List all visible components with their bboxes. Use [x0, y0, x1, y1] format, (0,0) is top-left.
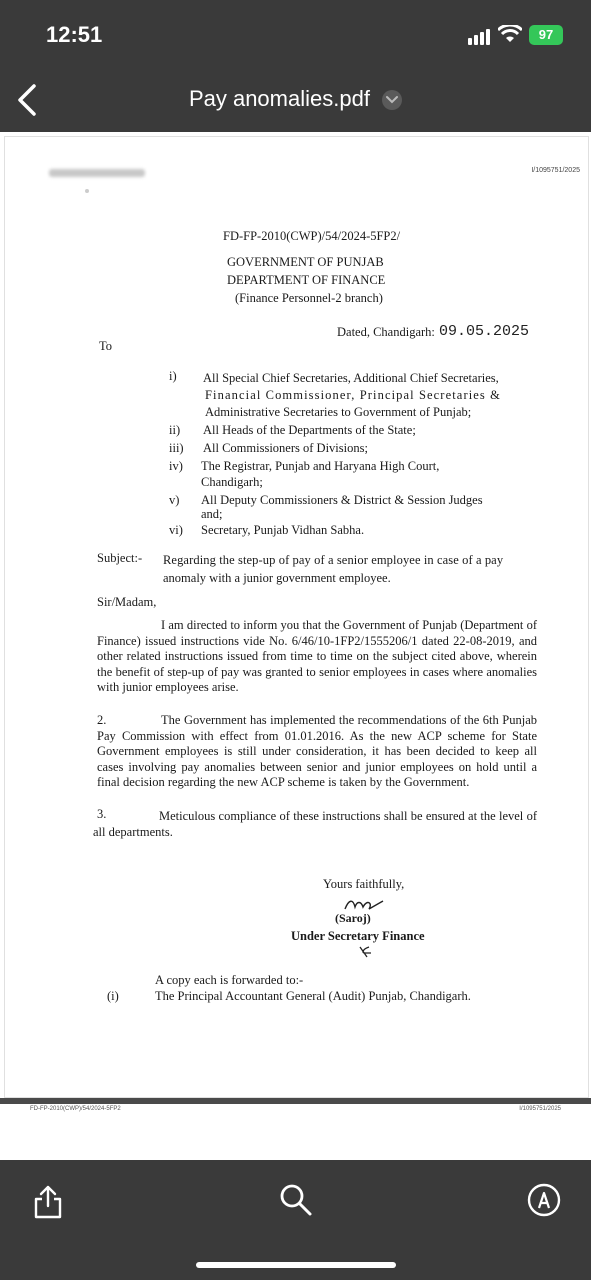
chevron-down-icon[interactable] [382, 90, 402, 110]
battery-indicator [529, 25, 563, 45]
file-number: FD-FP-2010(CWP)/54/2024-5FP2/ [223, 229, 401, 243]
recipient-line: Administrative Secretaries to Government of Punjab; [205, 405, 472, 419]
subject-line: anomaly with a junior government employee. [163, 571, 391, 585]
paragraph-2: The Government has implemented the recommendations of the 6th Punjab Pay Commission with effect from 01.01.2016. As the new ACP scheme for State Government employees is still under consideration, it has been decided to keep all cases involving pay anomalies between senior and junior employees on hold until a final decision regarding the new ACP scheme is taken by the Government. [97, 713, 537, 789]
copy-line: A copy each is forwarded to:- [155, 973, 304, 987]
dept-heading: DEPARTMENT OF FINANCE [227, 273, 386, 287]
wifi-icon [498, 25, 522, 43]
copy-number: (i) [107, 989, 119, 1003]
home-indicator[interactable] [196, 1262, 396, 1268]
document-body [4, 136, 589, 1098]
recipient-line: Financial Commissioner, Principal Secretaries & [205, 388, 501, 402]
cellular-signal-icon [468, 29, 490, 45]
next-page-right-ref: I/1095751/2025 [519, 1106, 561, 1112]
recipient-line: Secretary, Punjab Vidhan Sabha. [201, 523, 365, 537]
document-title-text: Pay anomalies.pdf [188, 86, 370, 111]
paragraph-1: I am directed to inform you that the Government of Punjab (Department of Finance) issued instructions vide No. 6/46/10-1FP2/1555206/1 dated 22-08-2019, and other related instructions issued from time to time on the subject cited above, wherein the benefit of step-up of pay was granted to senior employees in cases where anomalies with junior employees arise. [97, 618, 537, 694]
search-icon[interactable] [278, 1182, 314, 1218]
recipient-num: iii) [169, 441, 184, 455]
subject-label: Subject:- [97, 551, 143, 565]
dated-label: Dated, Chandigarh: [337, 325, 435, 339]
branch-heading: (Finance Personnel-2 branch) [235, 291, 383, 305]
recipient-line: The Registrar, Punjab and Haryana High Court, [201, 459, 440, 473]
recipient-line: and; [201, 507, 223, 521]
recipient-line: All Special Chief Secretaries, Additional Chief Secretaries, [203, 371, 499, 385]
recipient-num: vi) [169, 523, 183, 537]
battery-level: 97 [538, 27, 554, 42]
signer-name: (Saroj) [335, 911, 371, 925]
pdf-page[interactable] [0, 132, 591, 1098]
signer-designation: Under Secretary Finance [291, 929, 425, 943]
next-page-left-ref: FD-FP-2010(CWP)/54/2024-5FP2 [30, 1106, 121, 1112]
copy-recipient: The Principal Accountant General (Audit) Punjab, Chandigarh. [155, 989, 471, 1003]
to-label: To [99, 339, 113, 353]
paragraph-2-number: 2. [97, 713, 107, 727]
recipient-line: All Heads of the Departments of the State; [203, 423, 416, 437]
dated-value: 09.05.2025 [439, 323, 530, 340]
subject-line: Regarding the step-up of pay of a senior employee in case of a pay [163, 553, 504, 567]
document-title[interactable] [0, 86, 591, 112]
recipient-line: All Commissioners of Divisions; [203, 441, 368, 455]
top-bar [0, 0, 591, 132]
pdf-page-next[interactable] [0, 1104, 591, 1160]
recipient-num: v) [169, 493, 180, 507]
top-reference: I/1095751/2025 [531, 167, 580, 174]
ampersand-mark [357, 945, 373, 959]
redacted-mark [85, 189, 89, 193]
redacted-header [49, 169, 145, 177]
gov-heading: GOVERNMENT OF PUNJAB [227, 255, 384, 269]
recipient-num: i) [169, 369, 177, 383]
recipient-num: ii) [169, 423, 181, 437]
recipient-num: iv) [169, 459, 183, 473]
paragraph-3-number: 3. [97, 807, 107, 821]
share-icon[interactable] [32, 1184, 64, 1220]
markup-icon[interactable] [526, 1182, 562, 1218]
paragraph-3: Meticulous compliance of these instructions shall be ensured at the level of all departments. [93, 809, 537, 839]
recipient-line: All Deputy Commissioners & District & Session Judges [201, 493, 483, 507]
status-time: 12:51 [46, 22, 103, 47]
closing: Yours faithfully, [323, 877, 405, 891]
salutation: Sir/Madam, [97, 595, 157, 609]
bottom-toolbar [0, 1160, 591, 1280]
recipient-line: Chandigarh; [201, 475, 263, 489]
